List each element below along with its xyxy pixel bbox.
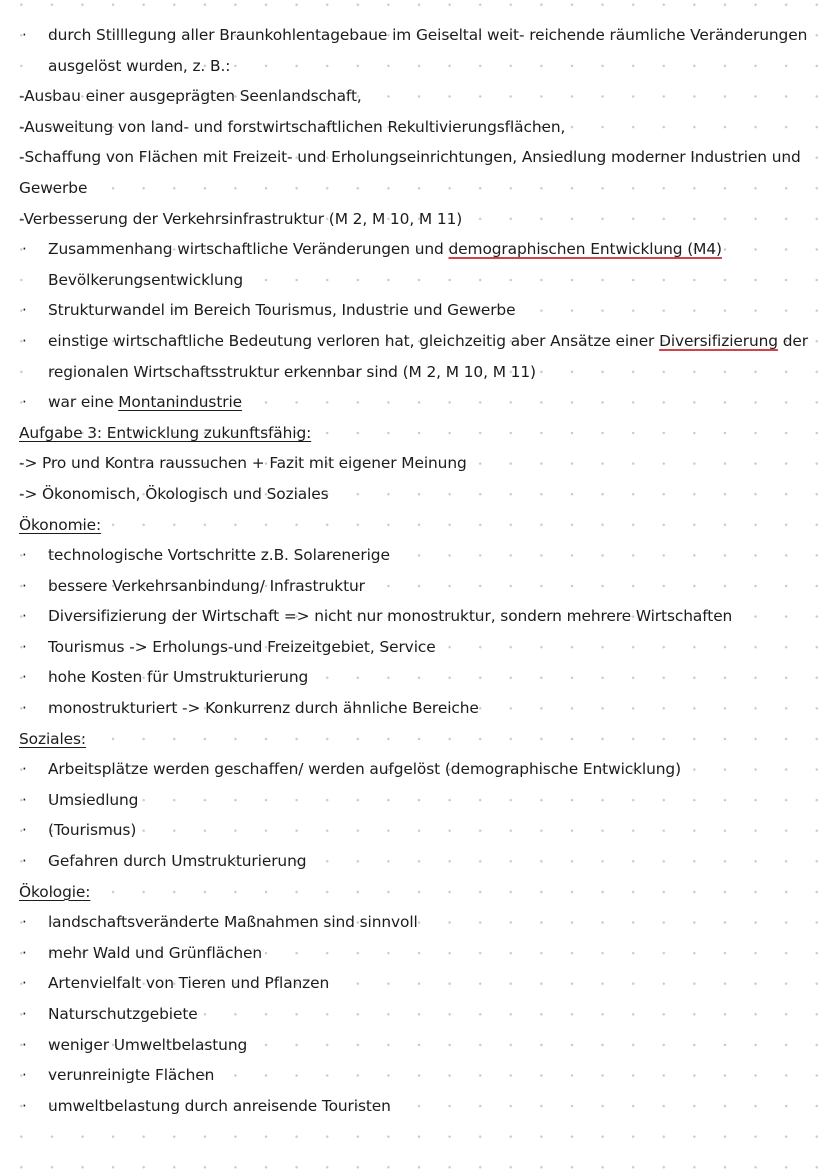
- note-line: [0, 418, 828, 449]
- line-text: [48, 938, 262, 969]
- line-text: [48, 20, 807, 51]
- line-text: [48, 295, 515, 326]
- highlighted-text: demographischen Entwicklung (M4): [448, 240, 722, 259]
- bullet-dot: ·: [22, 790, 27, 809]
- text-span: Umsiedlung: [48, 790, 139, 809]
- text-span: Naturschutzgebiete: [48, 1005, 198, 1023]
- bullet-line: [0, 754, 828, 785]
- continuation-line: [0, 357, 828, 388]
- line-text: [48, 1030, 247, 1061]
- text-span: landschaftsveränderte Maßnahmen sind sinnvoll: [48, 913, 418, 932]
- line-text: [19, 418, 311, 449]
- line-text: [19, 112, 565, 143]
- underlined-text: Ökonomie:: [19, 515, 102, 534]
- text-span: der: [777, 331, 809, 350]
- bullet-dot: ·: [22, 913, 27, 932]
- line-text: [48, 815, 136, 846]
- bullet-dot: ·: [22, 852, 27, 871]
- bullet-line: [0, 571, 828, 602]
- bullet-line: [0, 1091, 828, 1122]
- bullet-dot: ·: [22, 393, 27, 412]
- line-text: [48, 907, 418, 938]
- bullet-line: [0, 938, 828, 969]
- bullet-dot: ·: [22, 1096, 27, 1115]
- continuation-line: [0, 51, 828, 82]
- text-span: einstige wirtschaftliche Bedeutung verloren hat, gleichzeitig aber Ansätze einer: [48, 331, 660, 350]
- underlined-text: Soziales:: [19, 729, 87, 748]
- line-text: [48, 785, 138, 816]
- line-text: [48, 387, 242, 418]
- line-text: [48, 1060, 214, 1091]
- note-line: [0, 173, 828, 204]
- bullet-line: [0, 1030, 828, 1061]
- line-text: [48, 540, 390, 571]
- bullet-dot: ·: [22, 974, 27, 993]
- text-span: -Ausweitung von land- und forstwirtschaftlichen Rekultivierungsflächen,: [19, 117, 566, 136]
- bullet-dot: ·: [22, 26, 27, 44]
- text-span: bessere Verkehrsanbindung/ Infrastruktur: [48, 576, 365, 595]
- line-text: [48, 357, 536, 388]
- bullet-dot: ·: [22, 637, 27, 656]
- text-span: Gewerbe: [19, 178, 88, 197]
- bullet-dot: ·: [22, 576, 27, 595]
- text-span: -Schaffung von Flächen mit Freizeit- und Erholungseinrichtungen, Ansiedlung moderner Industrien und: [19, 148, 801, 167]
- line-text: [48, 234, 722, 265]
- text-span: Artenvielfalt von Tieren und Pflanzen: [48, 974, 330, 993]
- text-span: -Verbesserung der Verkehrsinfrastruktur (M 2, M 10, M 11): [19, 209, 463, 228]
- text-span: umweltbelastung durch anreisende Touristen: [48, 1096, 391, 1115]
- bullet-line: [0, 601, 828, 632]
- text-span: technologische Vortschritte z.B. Solarenerige: [48, 546, 390, 565]
- line-text: [48, 326, 808, 357]
- bullet-dot: ·: [22, 331, 27, 350]
- underlined-text: Montanindustrie: [118, 393, 243, 412]
- text-span: hohe Kosten für Umstrukturierung: [48, 668, 309, 687]
- text-span: war eine: [48, 393, 119, 412]
- line-text: [19, 81, 362, 112]
- bullet-dot: ·: [22, 943, 27, 962]
- bullet-line: [0, 20, 828, 51]
- text-span: Strukturwandel im Bereich Tourismus, Industrie und Gewerbe: [48, 301, 516, 320]
- bullet-line: [0, 326, 828, 357]
- text-span: weniger Umweltbelastung: [48, 1035, 248, 1054]
- line-text: [48, 571, 365, 602]
- bullet-dot: ·: [22, 1035, 27, 1054]
- line-text: [19, 877, 90, 908]
- text-span: mehr Wald und Grünflächen: [48, 943, 263, 962]
- text-span: Arbeitsplätze werden geschaffen/ werden aufgelöst (demographische Entwicklung): [48, 760, 681, 779]
- text-span: Bevölkerungsentwicklung: [48, 270, 244, 289]
- bullet-line: [0, 693, 828, 724]
- line-text: [48, 754, 681, 785]
- line-text: [48, 999, 198, 1030]
- bullet-line: [0, 387, 828, 418]
- line-text: [19, 448, 467, 479]
- bullet-dot: ·: [22, 821, 27, 840]
- line-text: [19, 173, 87, 204]
- note-line: [0, 112, 828, 143]
- note-line: [0, 81, 828, 112]
- line-text: [48, 846, 306, 877]
- bullet-dot: ·: [22, 699, 27, 718]
- note-line: [0, 142, 828, 173]
- text-span: -> Ökonomisch, Ökologisch und Soziales: [19, 484, 329, 503]
- text-span: regionalen Wirtschaftsstruktur erkennbar sind (M 2, M 10, M 11): [48, 362, 536, 381]
- bullet-dot: ·: [22, 668, 27, 687]
- bullet-line: [0, 540, 828, 571]
- line-text: [48, 51, 230, 82]
- bullet-line: [0, 1060, 828, 1091]
- text-span: Diversifizierung der Wirtschaft => nicht nur monostruktur, sondern mehrere Wirtschaften: [48, 607, 733, 626]
- text-span: Gefahren durch Umstrukturierung: [48, 852, 307, 871]
- bullet-line: [0, 295, 828, 326]
- line-text: [19, 142, 801, 173]
- line-text: [48, 1091, 391, 1122]
- note-line: [0, 448, 828, 479]
- line-text: [19, 724, 86, 755]
- text-span: Zusammenhang wirtschaftliche Veränderungen und: [48, 240, 449, 259]
- continuation-line: [0, 265, 828, 296]
- underlined-text: Ökologie:: [19, 882, 91, 901]
- line-text: [19, 204, 462, 235]
- line-text: [48, 265, 243, 296]
- underlined-text: Aufgabe 3: Entwicklung zukunftsfähig:: [19, 423, 312, 442]
- bullet-line: [0, 785, 828, 816]
- text-span: monostrukturiert -> Konkurrenz durch ähnliche Bereiche: [48, 699, 479, 718]
- line-text: [48, 601, 732, 632]
- bullet-dot: ·: [22, 1005, 27, 1023]
- line-text: [48, 968, 329, 999]
- text-span: verunreinigte Flächen: [48, 1066, 215, 1085]
- bullet-dot: ·: [22, 240, 27, 259]
- line-text: [19, 510, 101, 541]
- bullet-line: [0, 662, 828, 693]
- bullet-line: [0, 234, 828, 265]
- handwritten-notes: [0, 20, 828, 1121]
- bullet-dot: ·: [22, 301, 27, 320]
- note-line: [0, 724, 828, 755]
- line-text: [19, 479, 329, 510]
- bullet-line: [0, 968, 828, 999]
- line-text: [48, 693, 479, 724]
- note-line: [0, 877, 828, 908]
- bullet-dot: ·: [22, 546, 27, 565]
- text-span: ausgelöst wurden, z. B.:: [48, 56, 231, 75]
- line-text: [48, 662, 308, 693]
- text-span: -> Pro und Kontra raussuchen + Fazit mit eigener Meinung: [19, 454, 467, 473]
- text-span: durch Stilllegung aller Braunkohlentagebaue im Geiseltal weit- reichende räumliche Veränderungen: [48, 26, 808, 44]
- bullet-dot: ·: [22, 760, 27, 779]
- bullet-line: [0, 999, 828, 1030]
- bullet-line: [0, 846, 828, 877]
- bullet-dot: ·: [22, 1066, 27, 1085]
- note-line: [0, 479, 828, 510]
- bullet-line: [0, 632, 828, 663]
- bullet-line: [0, 815, 828, 846]
- text-span: (Tourismus): [48, 821, 137, 840]
- line-text: [48, 632, 436, 663]
- text-span: Tourismus -> Erholungs-und Freizeitgebiet, Service: [48, 637, 436, 656]
- bullet-line: [0, 907, 828, 938]
- bullet-dot: ·: [22, 607, 27, 626]
- note-line: [0, 510, 828, 541]
- highlighted-text: Diversifizierung: [659, 331, 778, 350]
- note-line: [0, 204, 828, 235]
- text-span: -Ausbau einer ausgeprägten Seenlandschaft,: [19, 87, 362, 106]
